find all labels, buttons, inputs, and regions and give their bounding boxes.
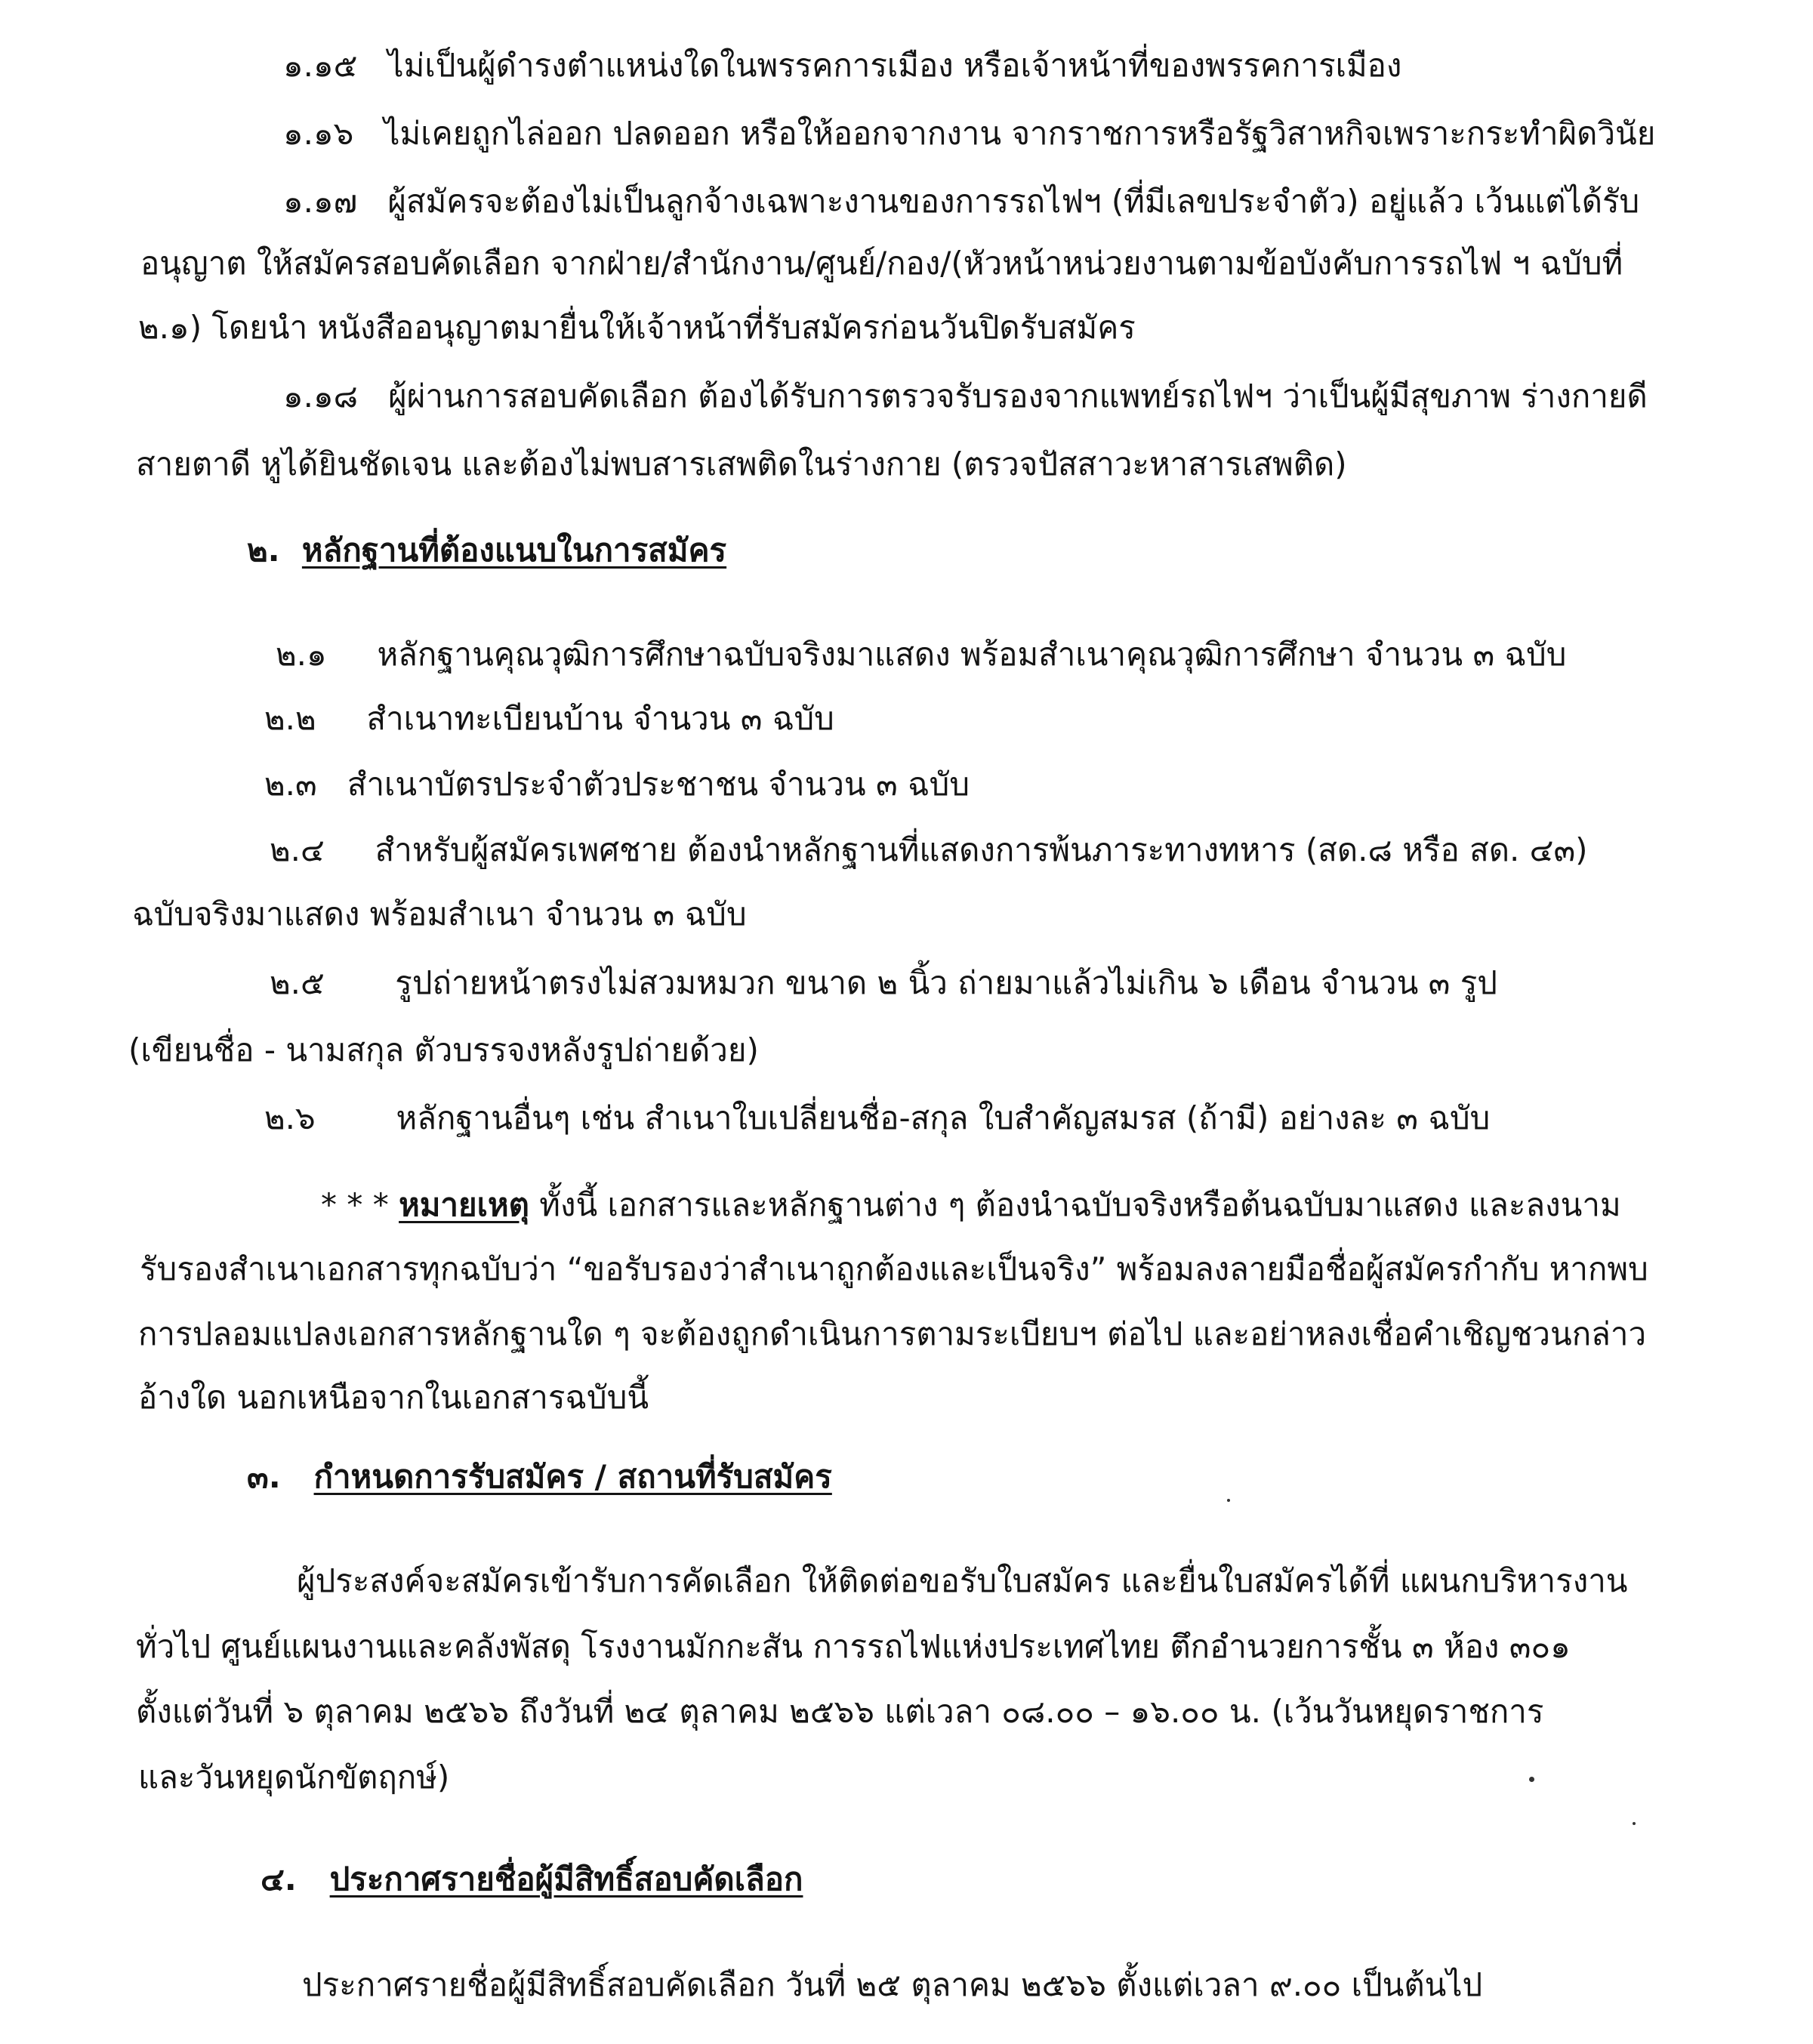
item-2-4-line1 — [270, 828, 1588, 872]
section-3-line3: ตั้งแต่วันที่ ๖ ตุลาคม ๒๕๖๖ ถึงวันที่ ๒๔ ตุลาคม ๒๕๖๖ แต่เวลา ๐๘.๐๐ – ๑๖.๐๐ น. (เว้นวันหยุดราชการ — [136, 1693, 1544, 1730]
section-4-line1: ประกาศรายชื่อผู้มีสิทธิ์สอบคัดเลือก วันที่ ๒๕ ตุลาคม ๒๕๖๖ ตั้งแต่เวลา ๙.๐๐ เป็นต้นไป — [302, 1966, 1483, 2003]
item-number: ๒.๕ — [270, 964, 325, 1001]
item-1-17-line1 — [283, 180, 1639, 224]
item-text: สำหรับผู้สมัครเพศชาย ต้องนำหลักฐานที่แสดงการพ้นภาระทางทหาร (สด.๘ หรือ สด. ๔๓) — [375, 831, 1588, 868]
item-number: ๑.๑๗ — [283, 183, 358, 220]
item-1-17-line2: อนุญาต ให้สมัครสอบคัดเลือก จากฝ่าย/สำนักงาน/ศูนย์/กอง/(หัวหน้าหน่วยงานตามข้อบังคับการรถไฟ ฯ ฉบับที่ — [140, 245, 1623, 282]
item-text: ไม่เคยถูกไล่ออก ปลดออก หรือให้ออกจากงาน จากราชการหรือรัฐวิสาหกิจเพราะกระทำผิดวินัย — [384, 115, 1656, 152]
item-text: หลักฐานอื่นๆ เช่น สำเนาใบเปลี่ยนชื่อ-สกุล ใบสำคัญสมรส (ถ้ามี) อย่างละ ๓ ฉบับ — [396, 1099, 1491, 1136]
section-2-heading — [247, 529, 726, 572]
item-text: รูปถ่ายหน้าตรงไม่สวมหมวก ขนาด ๒ นิ้ว ถ่ายมาแล้วไม่เกิน ๖ เดือน จำนวน ๓ รูป — [395, 964, 1497, 1001]
section-3-heading — [247, 1455, 832, 1499]
note-stars: * * * — [321, 1186, 389, 1223]
section-title: ประกาศรายชื่อผู้มีสิทธิ์สอบคัดเลือก — [329, 1861, 803, 1898]
item-text: ผู้ผ่านการสอบคัดเลือก ต้องได้รับการตรวจรับรองจากแพทย์รถไฟฯ ว่าเป็นผู้มีสุขภาพ ร่างกายดี — [388, 378, 1648, 415]
item-number: ๑.๑๕ — [283, 47, 358, 84]
section-3-line2: ทั่วไป ศูนย์แผนงานและคลังพัสดุ โรงงานมักกะสัน การรถไฟแห่งประเทศไทย ตึกอำนวยการชั้น ๓ ห้อง ๓๐๑ — [136, 1628, 1571, 1665]
item-2-2 — [264, 697, 834, 741]
item-number: ๒.๖ — [264, 1099, 316, 1136]
item-number: ๒.๔ — [270, 831, 325, 868]
item-number: ๒.๓ — [264, 766, 317, 803]
item-1-16 — [283, 112, 1655, 156]
item-text: สำเนาทะเบียนบ้าน จำนวน ๓ ฉบับ — [366, 700, 834, 737]
note-label: หมายเหตุ — [399, 1186, 529, 1223]
item-number: ๒.๑ — [276, 636, 327, 673]
scan-speck — [1633, 1822, 1636, 1825]
item-1-15 — [283, 44, 1401, 88]
item-2-6 — [264, 1096, 1490, 1140]
note-line3: การปลอมแปลงเอกสารหลักฐานใด ๆ จะต้องถูกดำเนินการตามระเบียบฯ ต่อไป และอย่าหลงเชื่อคำเชิญชวนกล่าว — [138, 1315, 1647, 1352]
note-line4: อ้างใด นอกเหนือจากในเอกสารฉบับนี้ — [138, 1379, 649, 1416]
item-1-17-line3: ๒.๑) โดยนำ หนังสืออนุญาตมายื่นให้เจ้าหน้าที่รับสมัครก่อนวันปิดรับสมัคร — [138, 309, 1136, 346]
section-title: หลักฐานที่ต้องแนบในการสมัคร — [301, 532, 727, 569]
item-2-3 — [264, 763, 970, 806]
item-2-5-line2: (เขียนชื่อ - นามสกุล ตัวบรรจงหลังรูปถ่ายด้วย) — [128, 1031, 759, 1068]
section-title: กำหนดการรับสมัคร / สถานที่รับสมัคร — [313, 1458, 832, 1495]
item-1-18-line2: สายตาดี หูได้ยินชัดเจน และต้องไม่พบสารเสพติดในร่างกาย (ตรวจปัสสาวะหาสารเสพติด) — [136, 445, 1347, 482]
item-number: ๑.๑๘ — [283, 378, 359, 415]
item-1-18-line1 — [283, 375, 1648, 418]
item-2-4-line2: ฉบับจริงมาแสดง พร้อมสำเนา จำนวน ๓ ฉบับ — [132, 896, 747, 933]
item-text: ผู้สมัครจะต้องไม่เป็นลูกจ้างเฉพาะงานของการรถไฟฯ (ที่มีเลขประจำตัว) อยู่แล้ว เว้นแต่ได้รับ — [387, 183, 1640, 220]
note-line2: รับรองสำเนาเอกสารทุกฉบับว่า “ขอรับรองว่าสำเนาถูกต้องและเป็นจริง” พร้อมลงลายมือชื่อผู้สมัครกำกับ หากพบ — [140, 1250, 1648, 1287]
item-number: ๒.๒ — [264, 700, 316, 737]
item-text: สำเนาบัตรประจำตัวประชาชน จำนวน ๓ ฉบับ — [347, 766, 970, 803]
scan-speck — [1227, 1499, 1230, 1502]
section-3-line4: และวันหยุดนักขัตฤกษ์) — [138, 1759, 450, 1796]
item-text: ไม่เป็นผู้ดำรงตำแหน่งใดในพรรคการเมือง หรือเจ้าหน้าที่ของพรรคการเมือง — [387, 47, 1402, 84]
item-number: ๑.๑๖ — [283, 115, 354, 152]
section-number: ๔. — [261, 1861, 297, 1898]
item-text: หลักฐานคุณวุฒิการศึกษาฉบับจริงมาแสดง พร้อมสำเนาคุณวุฒิการศึกษา จำนวน ๓ ฉบับ — [377, 636, 1567, 673]
note-line1 — [321, 1183, 1621, 1227]
section-number: ๓. — [247, 1458, 281, 1495]
scan-speck — [1529, 1777, 1534, 1782]
section-number: ๒. — [247, 532, 280, 569]
note-text: ทั้งนี้ เอกสารและหลักฐานต่าง ๆ ต้องนำฉบับจริงหรือต้นฉบับมาแสดง และลงนาม — [529, 1186, 1621, 1223]
item-2-5-line1 — [270, 961, 1497, 1005]
section-3-line1: ผู้ประสงค์จะสมัครเข้ารับการคัดเลือก ให้ติดต่อขอรับใบสมัคร และยื่นใบสมัครได้ที่ แผนกบริหารงาน — [297, 1562, 1628, 1599]
item-2-1 — [276, 633, 1566, 677]
section-4-heading — [261, 1857, 803, 1901]
